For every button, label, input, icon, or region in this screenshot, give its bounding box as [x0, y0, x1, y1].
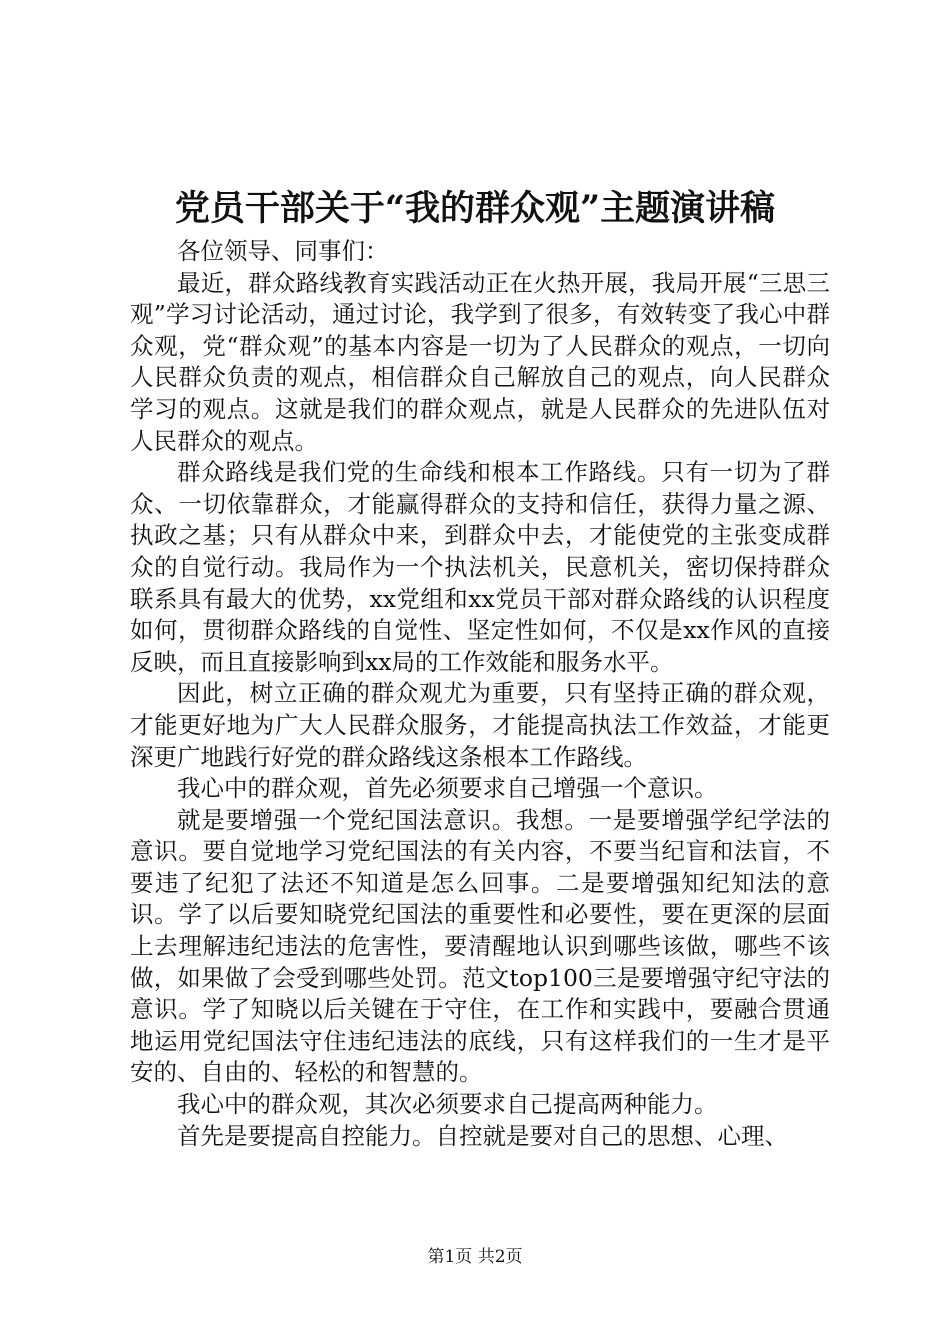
body-paragraph: 最近，群众路线教育实践活动正在火热开展，我局开展“三思三观”学习讨论活动，通过讨论，我学到了很多，有效转变了我心中群众观，党“群众观”的基本内容是一切为了人民群众的观点，一切向人民群众负责的观点，相信群众自己解放自己的观点，向人民群众学习的观点。这就是我们的群众观点，就是人民群众的先进队伍对人民群众的观点。 — [130, 268, 830, 455]
body-paragraph: 我心中的群众观，其次必须要求自己提高两种能力。 — [177, 1090, 718, 1119]
body-paragraph: 就是要增强一个党纪国法意识。我想。一是要增强学纪学法的意识。要自觉地学习党纪国法的有关内容，不要当纪盲和法盲，不要违了纪犯了法还不知道是怎么回事。二是要增强知纪知法的意识。学了以后要知晓党纪国法的重要性和必要性，要在更深的层面上去理解违纪违法的危害性，要清醒地认识到哪些该做，哪些不该做，如果做了会受到哪些处罚。范文top100三是要增强守纪守法的意识。学了知晓以后关键在于守住，在工作和实践中，要融合贯通地运用党纪国法守住违纪违法的底线，只有这样我们的一生才是平安的、自由的、轻松的和智慧的。 — [130, 805, 830, 1087]
body-paragraph: 首先是要提高自控能力。自控就是要对自己的思想、心理、 — [177, 1121, 788, 1150]
body-paragraph: 我心中的群众观，首先必须要求自己增强一个意识。 — [177, 774, 718, 803]
document-body — [130, 236, 830, 1152]
page-number-footer: 第1页 共2页 — [427, 1247, 523, 1267]
salutation-paragraph: 各位领导、同事们： — [177, 237, 389, 265]
document-title: 党员干部关于“我的群众观”主题演讲稿 — [174, 188, 776, 229]
body-paragraph: 因此，树立正确的群众观尤为重要，只有坚持正确的群众观，才能更好地为广大人民群众服务，才能提高执法工作效益，才能更深更广地践行好党的群众路线这条根本工作路线。 — [130, 679, 830, 771]
body-paragraph: 群众路线是我们党的生命线和根本工作路线。只有一切为了群众、一切依靠群众，才能赢得群众的支持和信任，获得力量之源、执政之基；只有从群众中来，到群众中去，才能使党的主张变成群众的自觉行动。我局作为一个执法机关，民意机关，密切保持群众联系具有最大的优势，xx党组和xx党员干部对群众路线的认识程度如何，贯彻群众路线的自觉性、坚定性如何，不仅是xx作风的直接反映，而且直接影响到xx局的工作效能和服务水平。 — [130, 458, 830, 676]
